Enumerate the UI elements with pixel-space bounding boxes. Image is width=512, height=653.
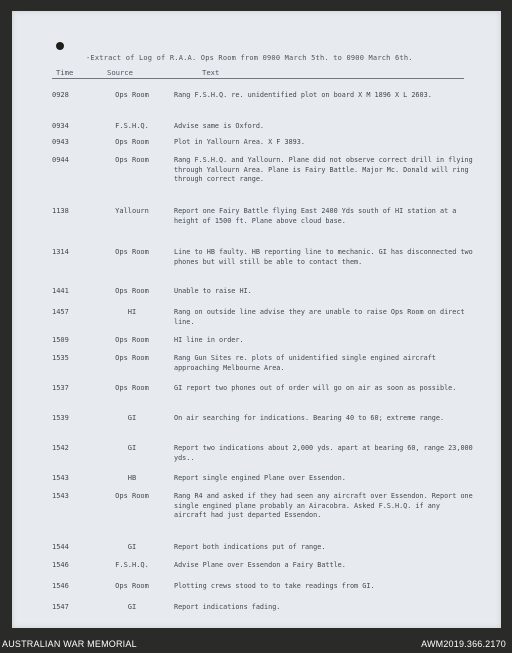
entry-source: Ops Room: [115, 138, 149, 146]
entry-source: Yallourn: [115, 207, 149, 215]
entry-text: Unable to raise HI.: [174, 287, 252, 295]
entry-text: Rang R4 and asked if they had seen any aircraft over Essendon. Report one single engined plane probably an Airacobra. Asked F.S.H.Q. if any aircraft had just departed Essendon.: [174, 492, 473, 520]
entry-text: Report indications fading.: [174, 603, 281, 611]
entry-time: 1544: [52, 543, 69, 551]
entry-source: Ops Room: [115, 91, 149, 99]
document-page: [12, 11, 501, 628]
entry-source: Ops Room: [115, 248, 149, 256]
column-header-text: Text: [202, 68, 220, 77]
entry-source: GI: [127, 444, 137, 452]
entry-time: 1546: [52, 561, 69, 569]
entry-time: 1547: [52, 603, 69, 611]
entry-time: 1535: [52, 354, 69, 362]
entry-source: Ops Room: [115, 354, 149, 362]
entry-source: GI: [127, 603, 137, 611]
entry-time: 1543: [52, 492, 69, 500]
entry-time: 1546: [52, 582, 69, 590]
document-title: -Extract of Log of R.A.A. Ops Room from 0900 March 5th. to 0900 March 6th.: [86, 54, 413, 62]
entry-text: Report both indications put of range.: [174, 543, 326, 551]
entry-text: Advise same is Oxford.: [174, 122, 265, 130]
entry-text: Rang Gun Sites re. plots of unidentified single engined aircraft approaching Melbourne Area.: [174, 354, 436, 372]
entry-text: Report two indications about 2,000 yds. apart at bearing 60, range 23,000 yds..: [174, 444, 473, 462]
entry-time: 1441: [52, 287, 69, 295]
entry-source: Ops Room: [115, 384, 149, 392]
entry-text: Report single engined Plane over Essendon.: [174, 474, 346, 482]
column-header-source: Source: [107, 68, 133, 77]
column-header-time: Time: [56, 68, 74, 77]
entry-text: Advise Plane over Essendon a Fairy Battle.: [174, 561, 346, 569]
entry-time: 1542: [52, 444, 69, 452]
entry-source: HI: [127, 308, 137, 316]
entry-time: 1543: [52, 474, 69, 482]
entry-time: 0944: [52, 156, 69, 164]
entry-text: Report one Fairy Battle flying East 2400 Yds south of HI station at a height of 1500 ft. Plane above cloud base.: [174, 207, 457, 225]
entry-text: Rang F.S.H.Q. re. unidentified plot on board X M 1896 X L 2603.: [174, 91, 432, 99]
entry-source: GI: [127, 414, 137, 422]
entry-time: 1138: [52, 207, 69, 215]
entry-text: On air searching for indications. Bearing 40 to 60; extreme range.: [174, 414, 445, 422]
punch-hole: [56, 42, 64, 50]
entry-source: Ops Room: [115, 582, 149, 590]
entry-time: 1509: [52, 336, 69, 344]
entry-time: 0928: [52, 91, 69, 99]
header-rule: [52, 78, 464, 79]
archive-credit: AUSTRALIAN WAR MEMORIAL: [2, 639, 137, 649]
entry-source: HB: [127, 474, 137, 482]
entry-time: 1537: [52, 384, 69, 392]
entry-source: Ops Room: [115, 336, 149, 344]
entry-source: Ops Room: [115, 156, 149, 164]
entry-text: HI line in order.: [174, 336, 244, 344]
entry-time: 1539: [52, 414, 69, 422]
entry-text: GI report two phones out of order will go on air as soon as possible.: [174, 384, 457, 392]
entry-text: Plotting crews stood to to take readings from GI.: [174, 582, 375, 590]
entry-source: GI: [127, 543, 137, 551]
entry-time: 1314: [52, 248, 69, 256]
entry-source: Ops Room: [115, 287, 149, 295]
entry-text: Plot in Yallourn Area. X F 3893.: [174, 138, 305, 146]
entry-time: 0934: [52, 122, 69, 130]
entry-source: F.S.H.Q.: [115, 122, 149, 130]
entry-text: Line to HB faulty. HB reporting line to mechanic. GI has disconnected two phones but will still be able to contact them.: [174, 248, 473, 266]
entry-source: F.S.H.Q.: [115, 561, 149, 569]
entry-text: Rang F.S.H.Q. and Yallourn. Plane did not observe correct drill in flying through Yallourn Area. Plane is Fairy Battle. Major Mc. Donald will ring through correct range.: [174, 156, 473, 184]
archive-reference: AWM2019.366.2170: [421, 639, 506, 649]
entry-source: Ops Room: [115, 492, 149, 500]
entry-time: 0943: [52, 138, 69, 146]
entry-text: Rang on outside line advise they are unable to raise Ops Room on direct line.: [174, 308, 465, 326]
entry-time: 1457: [52, 308, 69, 316]
